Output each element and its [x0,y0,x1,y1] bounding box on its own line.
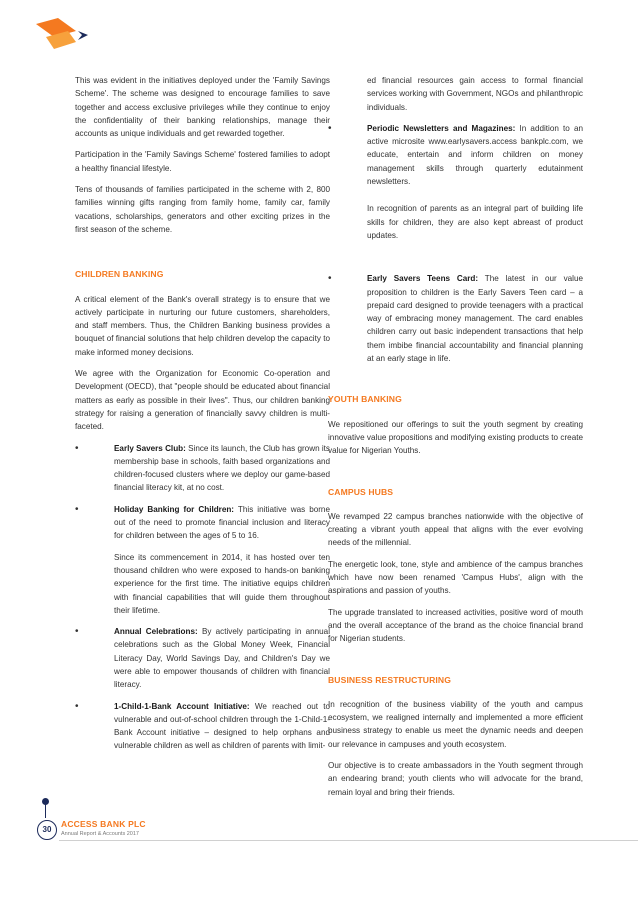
family-savings-paragraph: This was evident in the initiatives deployed under the 'Family Savings Scheme'. The scheme was designed to encourage families to save together and access exclusive privileges while they continue to enjoy the confidentiality of their banking relationships, manage their accounts as unique individuals and get rewarded together. [75,76,330,139]
critical-element-paragraph: A critical element of the Bank's overall strategy is to ensure that we actively participate in nurturing our future customers, shareholders, and staff members. Thus, the Children Banking business provides a bouquet of financial solutions that help children develop the capacity to make informed money decisions. [75,294,330,357]
bullet-icon: • [75,626,79,638]
right-column [328,74,583,807]
footer-divider [45,802,46,818]
teens-card-title: Early Savers Teens Card: [367,274,479,284]
early-savers-club-text: Since its launch, the Club has grown its membership base in schools, faith based organizations and children-focused clusters where we deploy our game-based financial literacy kit, at no cost. [114,443,330,493]
newsletters-title: Periodic Newsletters and Magazines: [367,123,516,133]
access-bank-logo [36,18,94,50]
tens-of-thousands-paragraph: Tens of thousands of families participated in the scheme with 2, 800 families winning gifts ranging from family home, family car, family vacations, scholarships, generators and other exciting prizes in the first season of the scheme. [75,185,330,234]
list-item [75,503,330,543]
list-item [75,625,330,691]
campus-revamp-paragraph: We revamped 22 campus branches nationwide with the objective of creating a vibrant youth appeal that aligns with the ever evolving needs of the millennial. [328,511,583,548]
page-footer [34,812,214,862]
one-child-one-bank-title: 1-Child-1-Bank Account Initiative: [114,701,250,711]
holiday-banking-text: This initiative was borne out of the need to promote financial inclusion and literacy for children between the ages of 5 to 16. [114,504,330,541]
participation-paragraph: Participation in the 'Family Savings Scheme' fostered families to adopt a healthy financial lifestyle. [75,150,330,173]
annual-celebrations-title: Annual Celebrations: [114,627,198,637]
list-item [328,272,583,365]
page-number: 30 [37,820,57,840]
restructuring-paragraph: In recognition of the business viability of the youth and campus ecosystem, we realigned internally and implemented a more efficient business strategy to enable us meet the dynamic needs and deepen our relevance in campuses and youth ecosystem. [328,699,583,749]
list-item [75,442,330,495]
bullet-icon: • [75,700,79,712]
children-banking-heading: CHILDREN BANKING [75,269,164,280]
youth-banking-paragraph: We repositioned our offerings to suit the youth segment by creating innovative value propositions and modifying existing products to create value for Nigerian Youths. [328,419,583,456]
holiday-banking-title: Holiday Banking for Children: [114,504,235,514]
oecd-paragraph: We agree with the Organization for Economic Co-operation and Development (OECD), that "people should be educated about financial matters as early as possible in their lives". Thus, our children banking strategy for raising a generation of financially savvy children is multi-faceted. [75,369,330,432]
list-item [328,122,583,188]
holiday-banking-subparagraph: Since its commencement in 2014, it has hosted over ten thousand children who were exposed to hands-on banking experience for the first time. The initiative equips children with financial capabilities that will guide them throughout their lifetime. [114,552,330,615]
ambassadors-paragraph: Our objective is to create ambassadors in the Youth segment through an endearing brand; youth clients who will advocate for the brand, remain loyal and bring their friends. [328,760,583,797]
list-item [75,700,330,753]
footer-rule [59,840,638,841]
campus-hubs-heading: CAMPUS HUBS [328,486,394,497]
youth-banking-heading: YOUTH BANKING [328,394,402,405]
parents-subparagraph: In recognition of parents as an integral part of building life skills for children, they are also kept abreast of product updates. [367,204,583,240]
bullet-icon: • [75,442,79,454]
newsletters-text: In addition to an active microsite www.earlysavers.access bankplc.com, we educate, entertain and inform children on money management skills through quarterly edutainment newsletters. [367,123,583,187]
footer-subtitle: Annual Report & Accounts 2017 [61,831,139,837]
bullet-icon: • [75,503,79,515]
campus-look-paragraph: The energetic look, tone, style and ambience of the campus branches which have now been renamed 'Campus Hubs', align with the aspirations and passion of youths. [328,559,583,596]
left-column [75,74,330,761]
one-child-one-bank-text: We reached out to vulnerable and out-of-school children through the 1-Child-1-Bank Account initiative – designed to help orphans and vulnerable children as well as children of parents with limit- [114,701,330,751]
continued-paragraph: ed financial resources gain access to formal financial services working with Government, NGOs and philanthropic individuals. [367,76,583,112]
teens-card-text: The latest in our value proposition to children is the Early Savers Teen card – a prepaid card designed to provide teenagers with a practical way of embracing money management. The card enables children carry out basic independent transactions that help them imbibe financial accountability and financial planning at an early stage in life. [367,274,583,364]
footer-brand: ACCESS BANK PLC [61,819,146,829]
bullet-icon: • [328,273,332,285]
bullet-icon: • [328,122,332,134]
campus-upgrade-paragraph: The upgrade translated to increased activities, positive word of mouth and the overall acceptance of the brand as the choice financial brand for Nigerian students. [328,607,583,644]
annual-celebrations-text: By actively participating in annual celebrations such as the Global Money Week, Financial Literacy Day, World Savings Day, and Children's Day we were able to empower thousands of children with financial literacy. [114,627,330,690]
business-restructuring-heading: BUSINESS RESTRUCTURING [328,674,451,685]
early-savers-club-title: Early Savers Club: [114,443,186,453]
